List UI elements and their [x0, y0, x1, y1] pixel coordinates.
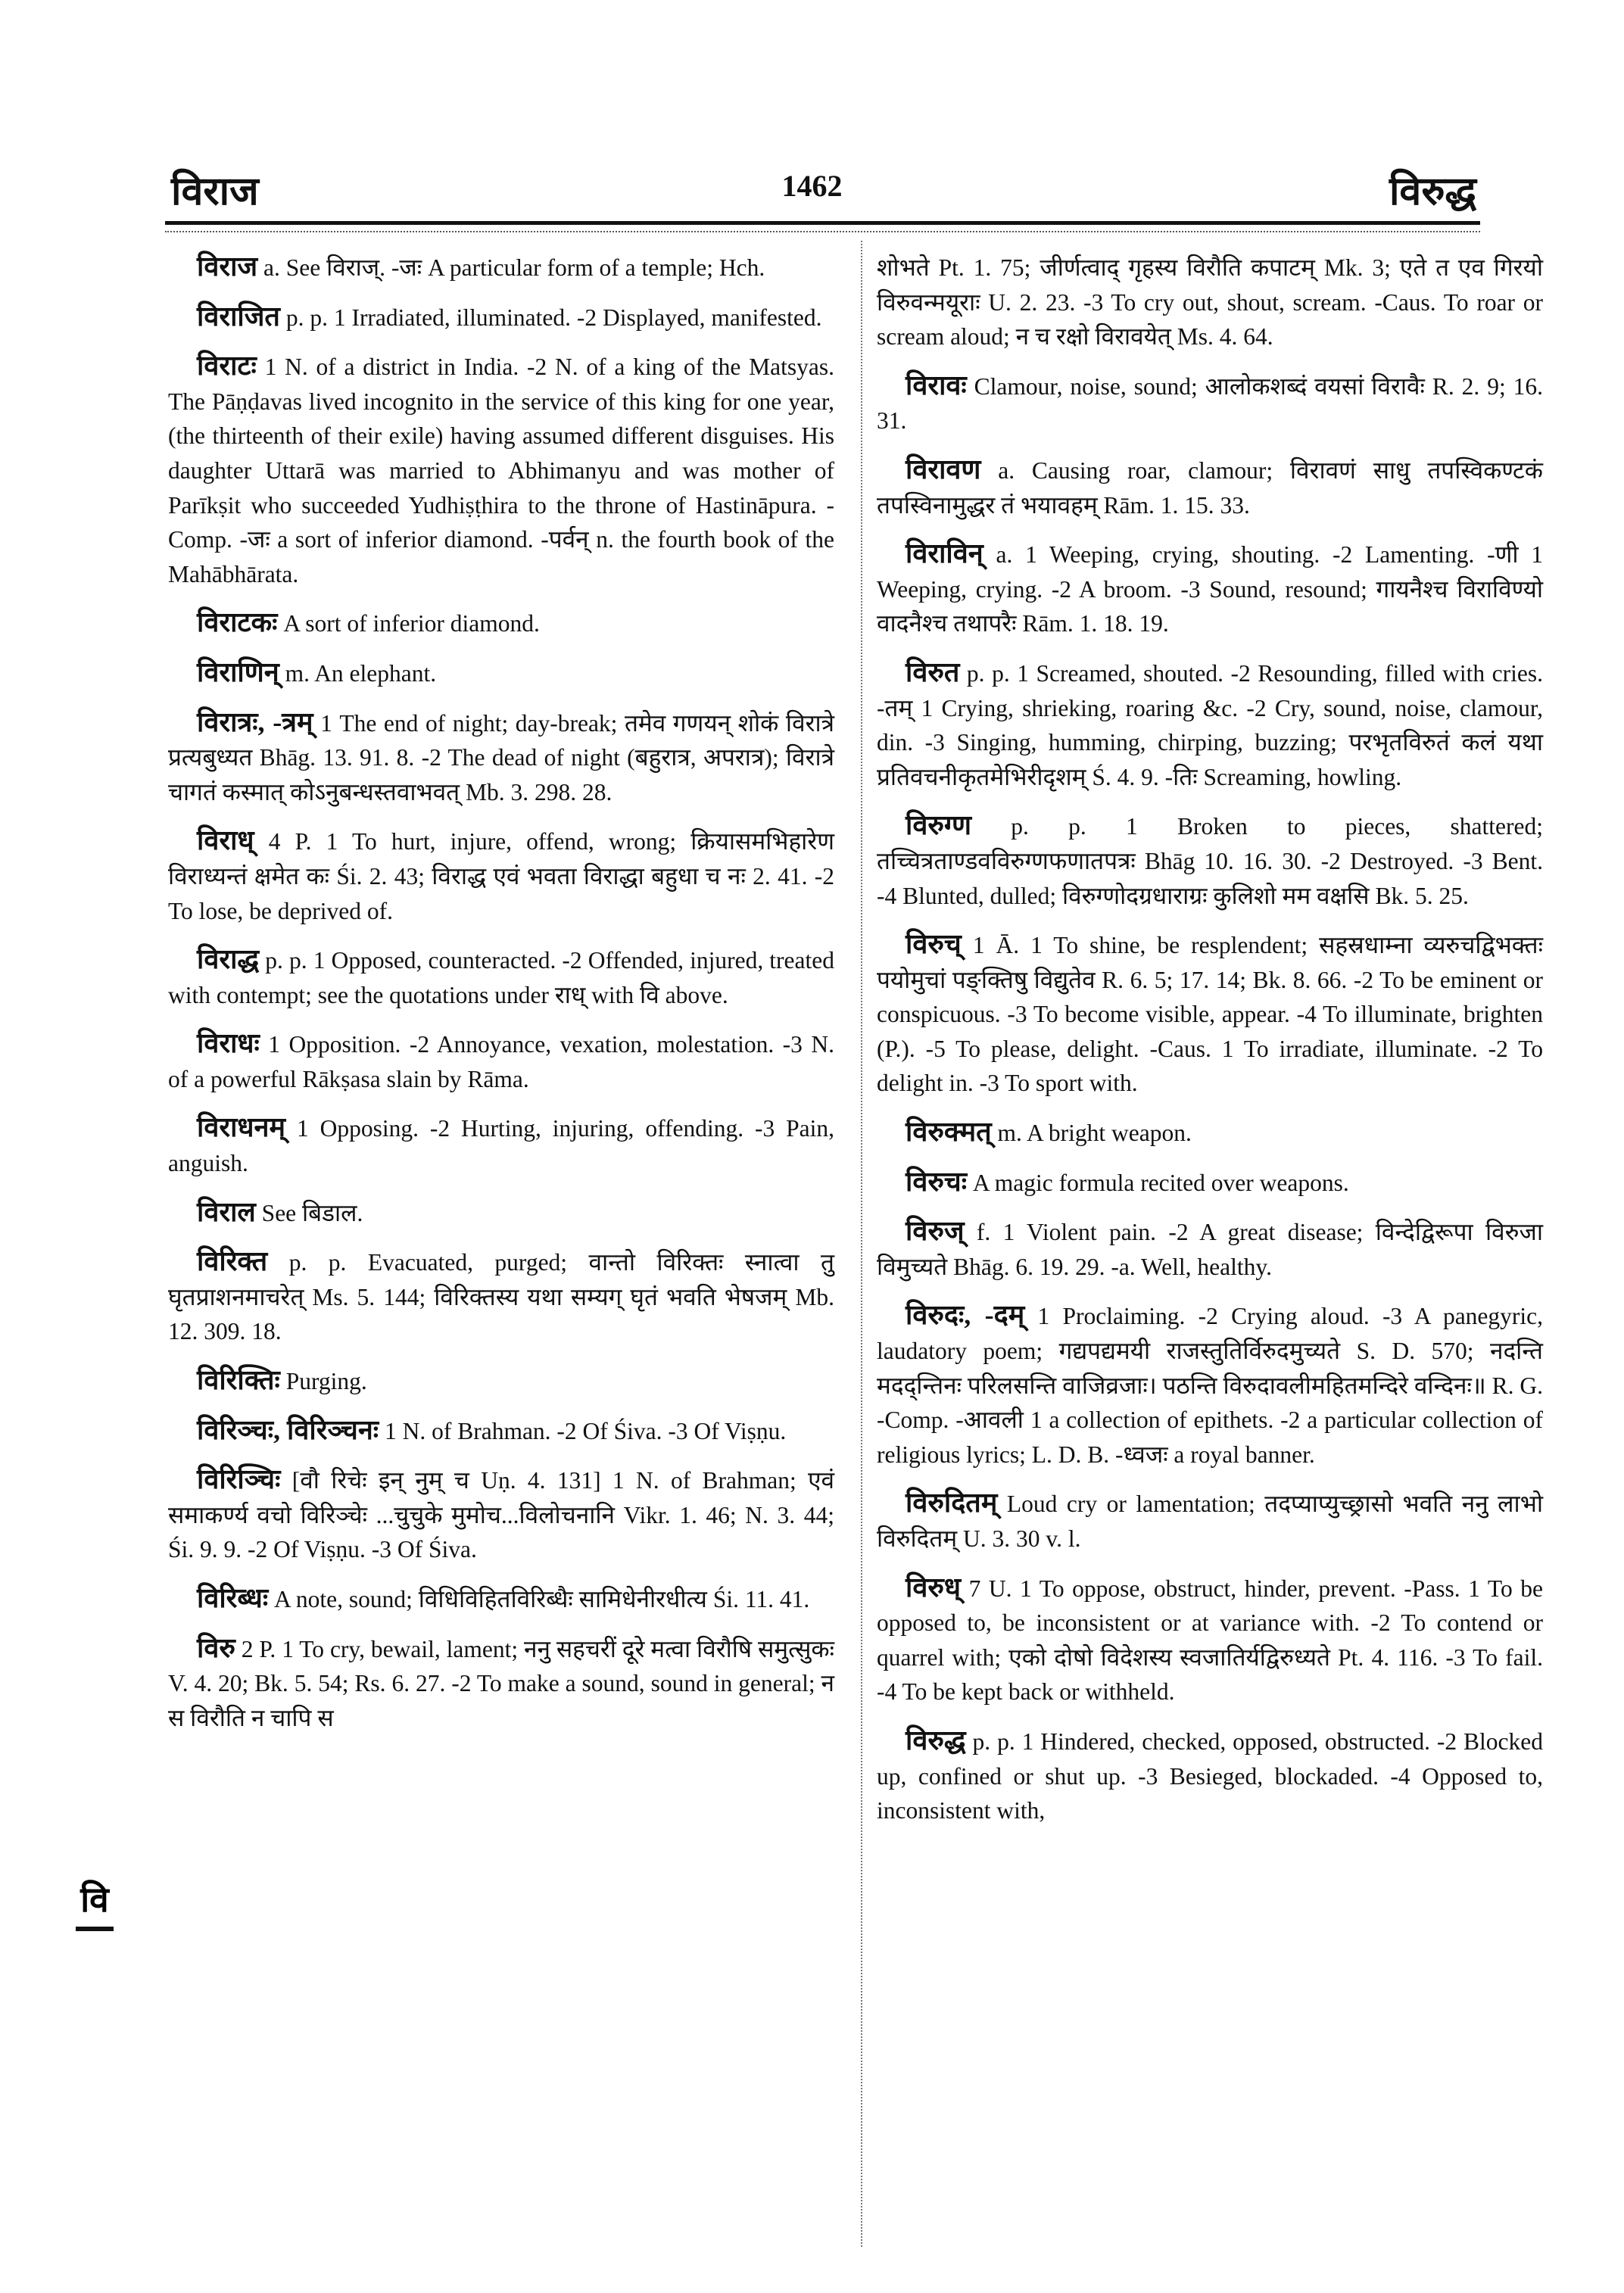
entry [877, 927, 1543, 1101]
definition: p. p. 1 Irradiated, illuminated. -2 Displayed, manifested. [285, 304, 822, 331]
entry [168, 1413, 834, 1449]
headword: विरात्रः, -त्रम् [197, 706, 313, 737]
thumb-index-label: वि [76, 1874, 114, 1927]
definition: [वौ रिचेः इन् नुम् च Uṇ. 4. 131] 1 N. of Brahman; एवं समाकर्ण्य वचो विरिञ्चेः ...चुचुके मुमोच...विलोचनानि Vikr. 1. 46; N. 3. 44; Śi. 9. 9. -2 Of Viṣṇu. -3 Of Śiva. [168, 1467, 834, 1563]
definition: 1 Opposing. -2 Hurting, injuring, offending. -3 Pain, anguish. [168, 1115, 835, 1177]
definition: 1 Ā. 1 To shine, be resplendent; सहस्रधाम्ना व्यरुचद्विभक्तः पयोमुचां पङ्क्तिषु विद्युतेव R. 6. 5; 17. 14; Bk. 8. 66. -2 To be eminent or conspicuous. -3 To become visible, appear. -4 To illuminate, brighten (P.). -5 To please, delight. -Caus. 1 To irradiate, illuminate. -2 To delight in. -3 To sport with. [877, 932, 1544, 1097]
header-dotted-rule [165, 231, 1480, 232]
headword: विराणिन् [197, 656, 279, 687]
headword: विराधनम् [197, 1112, 286, 1143]
headword: विरुग्ण [906, 810, 972, 841]
definition: 1 N. of a district in India. -2 N. of a king of the Matsyas. The Pāṇḍavas lived incognito in the service of this king for one year, (the thirteenth of their exile) having assumed different disguises. His daughter Uttarā was married to Abhimanyu and was mother of Parīkṣit who succeeded Yudhiṣṭhira to the throne of Hastināpura. -Comp. -जः a sort of inferior diamond. -पर्वन् n. the fourth book of the Mahābhārata. [168, 354, 835, 587]
column-divider [861, 241, 862, 2247]
headword: विराध् [197, 825, 254, 856]
entry [877, 1115, 1543, 1151]
header-rule [165, 221, 1480, 225]
definition: Loud cry or lamentation; तदप्याप्युच्छ्रासो भवति ननु लाभो विरुदितम् U. 3. 30 v. l. [877, 1491, 1544, 1552]
headword: विराज [197, 251, 258, 282]
headword: विरुदः, -दम् [906, 1300, 1025, 1331]
left-column [168, 250, 834, 1749]
entry [877, 1298, 1543, 1472]
definition: Clamour, noise, sound; आलोकशब्दं वयसां विरावैः R. 2. 9; 16. 31. [877, 372, 1543, 435]
definition: f. 1 Violent pain. -2 A great disease; विन्देद्विरूपा विरुजा विमुच्यते Bhāg. 6. 19. 29. -a. Well, healthy. [877, 1219, 1544, 1280]
headword: विरुद्ध [906, 1724, 966, 1756]
entry [168, 1027, 834, 1096]
definition: p. p. 1 Screamed, shouted. -2 Resounding, filled with cries. -तम् 1 Crying, shrieking, roaring &c. -2 Cry, sound, noise, clamour, din. -3 Singing, humming, chirping, buzzing; परभृतविरुतं कलं यथा प्रतिवचनीकृतमेभिरीदृशम् Ś. 4. 9. -तिः Screaming, howling. [877, 659, 1544, 790]
entry-continuation [877, 250, 1543, 354]
definition: A magic formula recited over weapons. [972, 1169, 1349, 1196]
headword: विरुत [906, 656, 960, 687]
headword: विराजित [197, 301, 280, 332]
entry [877, 369, 1543, 438]
entry [877, 1486, 1543, 1556]
headword: विरुध् [906, 1572, 962, 1603]
headword: विरुक्मत् [906, 1117, 992, 1148]
header-left-guideword: विराज [171, 170, 259, 213]
definition: 1 Opposition. -2 Annoyance, vexation, molestation. -3 N. of a powerful Rākṣasa slain by Rāma. [168, 1031, 835, 1092]
definition: शोभते Pt. 1. 75; जीर्णत्वाद् गृहस्य विरौति कपाटम् Mk. 3; एते त एव गिरयो विरुवन्मयूराः U. 2. 23. -3 To cry out, shout, scream. -Caus. To roar or scream aloud; न च रक्षो विरावयेत् Ms. 4. 64. [877, 254, 1543, 350]
definition: 4 P. 1 To hurt, injure, offend, wrong; क्रियासमभिहारेण विराध्यन्तं क्षमेत कः Śi. 2. 43; विराद्ध एवं भवता विराद्धा बहुधा च नः 2. 41. -2 To lose, be deprived of. [168, 828, 834, 924]
entry [877, 808, 1543, 913]
entry [877, 1571, 1543, 1709]
definition: a. 1 Weeping, crying, shouting. -2 Lamenting. -णी 1 Weeping, crying. -2 A broom. -3 Sound, resound; गायनैश्च विराविण्यो वादनैश्च तथापरैः Rām. 1. 18. 19. [877, 541, 1543, 637]
entry [877, 537, 1543, 641]
headword: विरिब्धः [197, 1583, 269, 1613]
headword: विरावः [906, 369, 967, 400]
definition: A sort of inferior diamond. [283, 610, 540, 637]
entry [877, 1165, 1543, 1201]
entry [168, 349, 834, 591]
entry [168, 706, 834, 810]
headword: विराविन् [906, 538, 983, 569]
definition: a. See विराज्. -जः A particular form of a temple; Hch. [263, 254, 765, 281]
definition: m. An elephant. [285, 659, 437, 687]
definition: p. p. Evacuated, purged; वान्तो विरिक्तः स्नात्वा तु घृतप्राशनमाचरेत् Ms. 5. 144; विरिक्तस्य यथा सम्यग् घृतं भवति भेषजम् Mb. 12. 309. 18. [168, 1249, 834, 1345]
entry [168, 300, 834, 335]
definition: a. Causing roar, clamour; विरावणं साधु तपस्विकण्टकं तपस्विनामुद्धर तं भयावहम् Rām. 1. 15. 33. [877, 456, 1543, 519]
definition: 1 Proclaiming. -2 Crying aloud. -3 A panegyric, laudatory poem; गद्यपद्यमयी राजस्तुतिर्विरुदमुच्यते S. D. 570; नदन्ति मदद्न्तिनः परिलसन्ति वाजिव्रजाः। पठन्ति विरुदावलीमहितमन्दिरे वन्दिनः॥ R. G. -Comp. -आवली 1 a collection of epithets. -2 a particular collection of religious lyrics; L. D. B. -ध्वजः a royal banner. [877, 1303, 1544, 1468]
definition: A note, sound; विधिविहितविरिब्धैः सामिधेनीरधीत्य Śi. 11. 41. [273, 1586, 810, 1612]
definition: See बिडाल. [261, 1199, 363, 1226]
entry [168, 606, 834, 641]
page-number: 1462 [781, 169, 843, 203]
entry [168, 1463, 834, 1567]
header-right-guideword: विरुद्ध [1389, 170, 1476, 213]
entry [877, 1214, 1543, 1284]
headword: विरु [197, 1632, 235, 1663]
entry [877, 453, 1543, 522]
definition: p. p. 1 Opposed, counteracted. -2 Offended, injured, treated with contempt; see the quotations under राध् with वि above. [168, 947, 834, 1008]
entry [168, 1111, 834, 1180]
headword: विरुच् [906, 929, 962, 960]
headword: विराधः [197, 1028, 260, 1059]
definition: 7 U. 1 To oppose, obstruct, hinder, prevent. -Pass. 1 To be opposed to, be inconsistent or at variance with. -2 To contend or quarrel with; एको दोषो विदेशस्य स्वजातिर्यद्विरुध्यते Pt. 4. 116. -3 To fail. -4 To be kept back or withheld. [877, 1575, 1543, 1706]
headword: विरिक्तिः [197, 1365, 280, 1396]
headword: विरावण [906, 453, 981, 484]
headword: विरुचः [906, 1166, 968, 1197]
definition: m. A bright weapon. [997, 1120, 1192, 1147]
entry [168, 1195, 834, 1231]
headword: विरिक्त [197, 1246, 268, 1277]
entry [168, 1245, 834, 1349]
entry [168, 656, 834, 691]
entry [168, 1631, 834, 1736]
definition: Purging. [285, 1368, 367, 1395]
headword: विरिञ्चिः [197, 1464, 281, 1495]
headword: विरिञ्चः, विरिञ्चनः [197, 1414, 379, 1445]
definition: 2 P. 1 To cry, bewail, lament; ननु सहचरीं दूरे मत्वा विरौषि समुत्सुकः V. 4. 20; Bk. 5. 54; Rs. 6. 27. -2 To make a sound, sound in general; न स विरौति न चापि स [168, 1635, 834, 1731]
definition: 1 N. of Brahman. -2 Of Śiva. -3 Of Viṣṇu. [384, 1417, 787, 1444]
entry [877, 656, 1543, 794]
entry [168, 1581, 834, 1617]
headword: विराद्ध [197, 944, 260, 975]
headword: विराटकः [197, 607, 278, 638]
headword: विराल [197, 1196, 256, 1227]
headword: विरुज् [906, 1216, 965, 1247]
definition: 1 The end of night; day-break; तमेव गणयन् शोकं विरात्रे प्रत्यबुध्यत Bhāg. 13. 91. 8. -2 The dead of night (बहुरात्र, अपरात्र); विरात्रे चागतं कस्मात् कोऽनुबन्धस्तवाभवत् Mb. 3. 298. 28. [168, 709, 835, 805]
entry [877, 1724, 1543, 1828]
entry [168, 942, 834, 1012]
entry [168, 250, 834, 285]
definition: p. p. 1 Hindered, checked, opposed, obstructed. -2 Blocked up, confined or shut up. -3 Besieged, blockaded. -4 Opposed to, inconsistent with, [877, 1728, 1544, 1824]
headword: विराटः [197, 350, 257, 382]
right-column [877, 250, 1543, 1843]
entry [168, 824, 834, 928]
entry [168, 1363, 834, 1399]
definition: p. p. 1 Broken to pieces, shattered; तच्चित्रताण्डवविरुग्णफणातपत्रः Bhāg 10. 16. 30. -2 Destroyed. -3 Bent. -4 Blunted, dulled; विरुग्णोदग्रधाराग्रः कुलिशो मम वक्षसि Bk. 5. 25. [877, 813, 1543, 909]
headword: विरुदितम् [906, 1488, 998, 1519]
